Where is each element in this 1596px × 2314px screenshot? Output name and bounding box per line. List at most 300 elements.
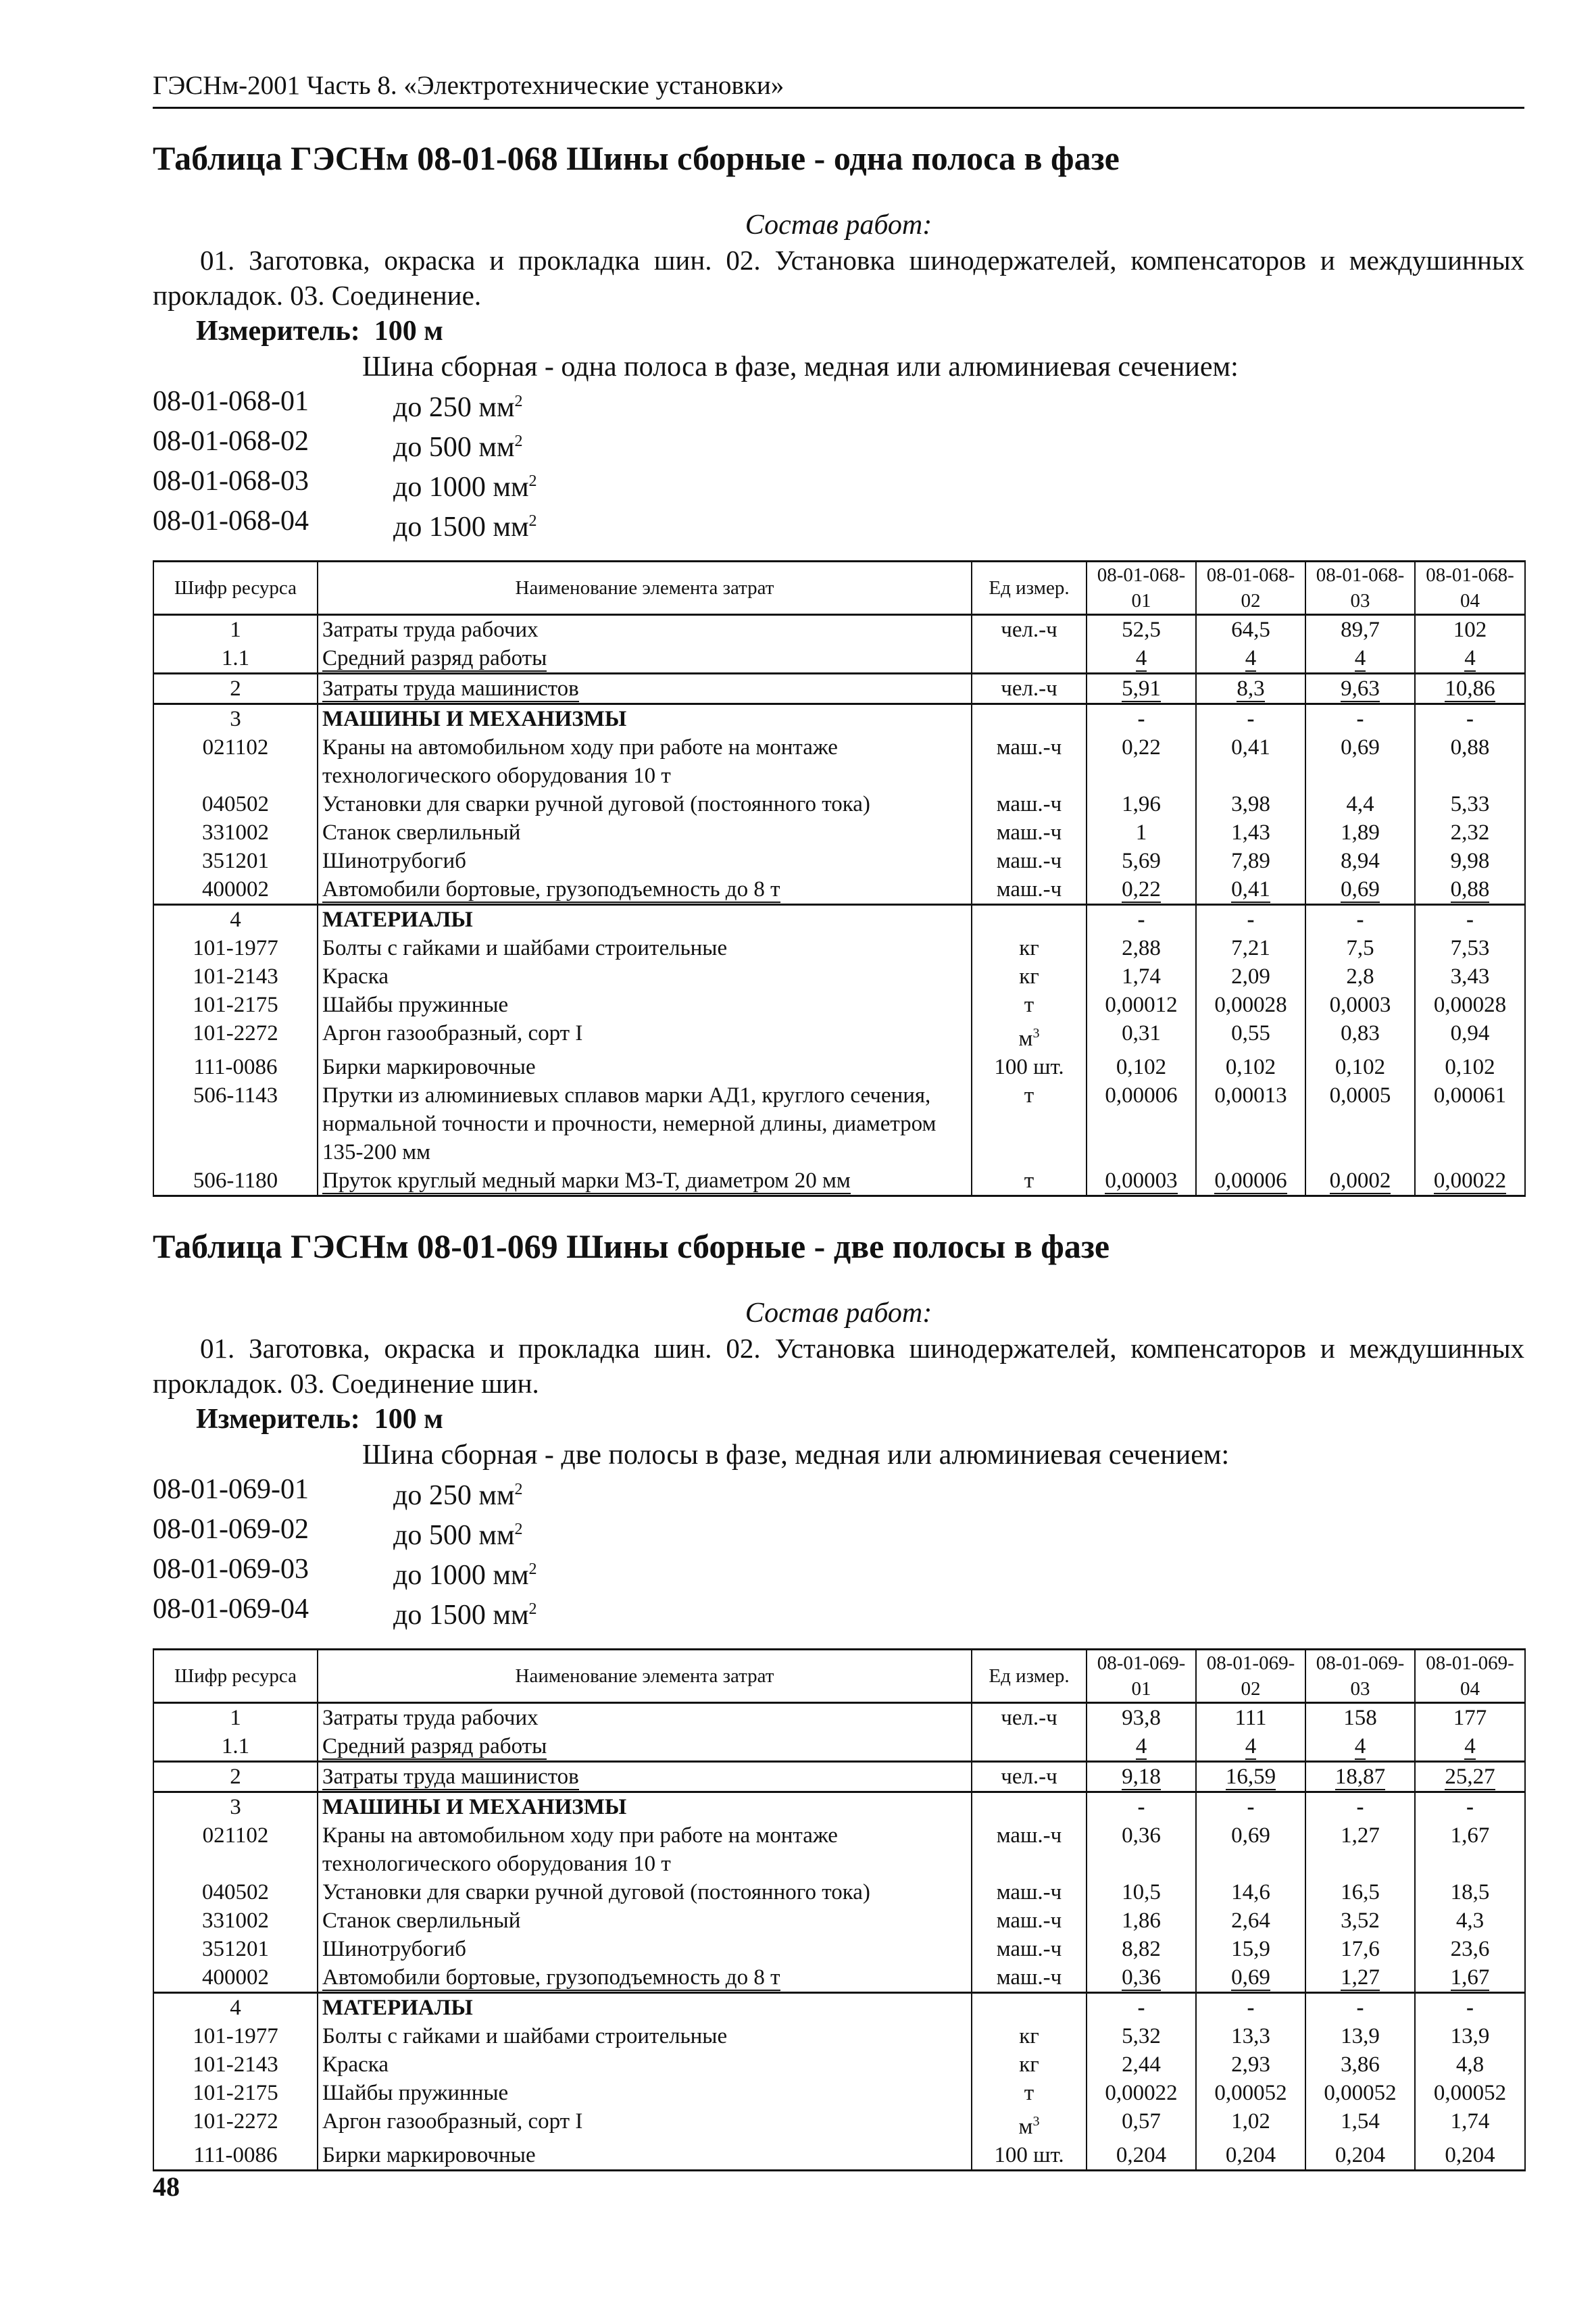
cell-value bbox=[1087, 934, 1196, 962]
cell-value-text: 0,00022 bbox=[1105, 2081, 1178, 2105]
cell-value-text: 2,44 bbox=[1122, 2052, 1161, 2077]
cell-name-text: МАТЕРИАЛЫ bbox=[322, 1996, 473, 2020]
cell-unit-text: т bbox=[1024, 1168, 1034, 1193]
cell-name bbox=[318, 674, 972, 704]
cell-value-text: 0,00061 bbox=[1433, 1083, 1507, 1108]
cell-value-text: 9,18 bbox=[1122, 1765, 1161, 1789]
cell-value bbox=[1087, 2022, 1196, 2050]
norm-code: 08-01-068-01 bbox=[153, 386, 309, 417]
col-header-norm: 08-01-068-04 bbox=[1415, 562, 1525, 615]
cell-value-text: 1,43 bbox=[1231, 820, 1270, 845]
cell-value-text: 10,5 bbox=[1122, 1880, 1161, 1904]
norm-size-sup: 2 bbox=[514, 1521, 523, 1538]
cell-value-text: 0,102 bbox=[1116, 1055, 1167, 1079]
cell-unit bbox=[972, 1019, 1087, 1053]
cell-value-text: 0,36 bbox=[1122, 1965, 1161, 1990]
cell-value-text: 89,7 bbox=[1341, 618, 1380, 642]
cell-code: 1 bbox=[153, 1703, 318, 1733]
cell-unit bbox=[972, 1081, 1087, 1166]
cell-value-text: - bbox=[1137, 908, 1145, 932]
tables-container bbox=[153, 136, 1524, 2171]
cell-unit-text: кг bbox=[1019, 964, 1039, 989]
cell-value bbox=[1415, 1935, 1525, 1963]
table-row bbox=[153, 1792, 1525, 1822]
cell-name-text: МАШИНЫ И МЕХАНИЗМЫ bbox=[322, 1795, 627, 1819]
cell-value bbox=[1196, 1019, 1305, 1053]
cell-value bbox=[1196, 818, 1305, 847]
norm-size-text: до 500 мм bbox=[393, 432, 515, 463]
cell-value bbox=[1196, 875, 1305, 905]
table-row bbox=[153, 2107, 1525, 2141]
cell-value bbox=[1305, 615, 1415, 645]
cell-unit bbox=[972, 1906, 1087, 1935]
cell-value bbox=[1415, 674, 1525, 704]
cell-value bbox=[1087, 875, 1196, 905]
cell-unit bbox=[972, 1821, 1087, 1878]
cell-name-text: Затраты труда машинистов bbox=[322, 676, 579, 701]
cell-unit-text: чел.-ч bbox=[1001, 676, 1057, 701]
table-row bbox=[153, 1081, 1525, 1166]
cell-value-text: 0,22 bbox=[1122, 735, 1161, 760]
cell-value bbox=[1196, 1703, 1305, 1733]
cell-value bbox=[1305, 1935, 1415, 1963]
cell-value bbox=[1087, 1963, 1196, 1993]
cell-value bbox=[1305, 962, 1415, 991]
table-row bbox=[153, 818, 1525, 847]
cell-code: 4 bbox=[153, 1993, 318, 2023]
cell-code: 351201 bbox=[153, 1935, 318, 1963]
norm-code: 08-01-068-04 bbox=[153, 506, 309, 537]
cell-name bbox=[318, 991, 972, 1019]
cell-value-text: 7,5 bbox=[1346, 936, 1374, 960]
cell-unit bbox=[972, 991, 1087, 1019]
cell-value-text: 0,69 bbox=[1231, 1965, 1270, 1990]
norm-size-text: до 1500 мм bbox=[393, 1600, 529, 1631]
cell-name bbox=[318, 1993, 972, 2023]
cell-name-text: Краны на автомобильном ходу при работе на монтаже технологического оборудования 10 т bbox=[322, 1823, 838, 1876]
cell-value bbox=[1196, 1762, 1305, 1792]
cell-code: 331002 bbox=[153, 818, 318, 847]
cell-name bbox=[318, 1821, 972, 1878]
cell-value-text: 4 bbox=[1135, 646, 1147, 670]
cell-value bbox=[1196, 2079, 1305, 2107]
col-header-norm: 08-01-068-03 bbox=[1305, 562, 1415, 615]
cell-value bbox=[1305, 2050, 1415, 2079]
cell-value bbox=[1305, 818, 1415, 847]
cell-name bbox=[318, 644, 972, 674]
cell-value-text: 0,88 bbox=[1450, 735, 1490, 760]
cell-unit-text: чел.-ч bbox=[1001, 1765, 1057, 1789]
cell-value bbox=[1305, 1963, 1415, 1993]
norm-code-row bbox=[153, 424, 1524, 464]
cell-value bbox=[1087, 1081, 1196, 1166]
table-row bbox=[153, 2050, 1525, 2079]
norm-size-text: до 250 мм bbox=[393, 392, 515, 423]
norm-size-text: до 1500 мм bbox=[393, 512, 529, 543]
cell-code: 101-2272 bbox=[153, 1019, 318, 1053]
cell-code: 1 bbox=[153, 615, 318, 645]
composition-heading: Состав работ: bbox=[745, 1298, 932, 1329]
cell-value bbox=[1087, 962, 1196, 991]
cell-value bbox=[1415, 1821, 1525, 1878]
cell-value-text: 0,41 bbox=[1231, 735, 1270, 760]
norm-code: 08-01-069-03 bbox=[153, 1554, 309, 1585]
cell-value bbox=[1415, 905, 1525, 935]
cell-unit bbox=[972, 847, 1087, 875]
cell-value-text: 64,5 bbox=[1231, 618, 1270, 642]
cell-value bbox=[1196, 1963, 1305, 1993]
cell-value bbox=[1087, 1732, 1196, 1762]
cell-value-text: 13,9 bbox=[1450, 2024, 1490, 2048]
norm-size-label bbox=[393, 1512, 523, 1552]
cell-unit bbox=[972, 704, 1087, 734]
cell-value bbox=[1087, 1703, 1196, 1733]
table-row bbox=[153, 2141, 1525, 2171]
norm-size-sup: 2 bbox=[528, 472, 537, 490]
cell-value bbox=[1305, 2022, 1415, 2050]
norm-size-sup: 2 bbox=[514, 433, 523, 450]
norm-table-section bbox=[153, 1224, 1524, 2171]
cell-value-text: 102 bbox=[1453, 618, 1487, 642]
cell-name bbox=[318, 1019, 972, 1053]
norm-code-row bbox=[153, 464, 1524, 504]
cell-value bbox=[1305, 1821, 1415, 1878]
cell-unit bbox=[972, 2022, 1087, 2050]
cell-unit-sup: 3 bbox=[1032, 1026, 1040, 1041]
norm-size-label bbox=[393, 1473, 523, 1512]
norm-size-text: до 500 мм bbox=[393, 1520, 515, 1551]
cell-unit-text: маш.-ч bbox=[996, 1880, 1062, 1904]
cell-value bbox=[1196, 1732, 1305, 1762]
cell-value-text: 5,69 bbox=[1122, 849, 1161, 873]
cell-value-text: - bbox=[1137, 1996, 1145, 2020]
cell-value bbox=[1196, 962, 1305, 991]
cell-unit-text: маш.-ч bbox=[996, 1823, 1062, 1848]
cell-value bbox=[1415, 1081, 1525, 1166]
cell-value-text: 1 bbox=[1135, 820, 1147, 845]
cell-value-text: - bbox=[1356, 908, 1364, 932]
cell-code: 400002 bbox=[153, 1963, 318, 1993]
cell-value bbox=[1087, 1878, 1196, 1906]
cell-value bbox=[1196, 1081, 1305, 1166]
table-row bbox=[153, 1821, 1525, 1878]
cell-value-text: 2,09 bbox=[1231, 964, 1270, 989]
cell-value bbox=[1196, 991, 1305, 1019]
cell-value bbox=[1305, 1053, 1415, 1081]
cell-value bbox=[1305, 1732, 1415, 1762]
cell-name bbox=[318, 1963, 972, 1993]
cell-value bbox=[1196, 2050, 1305, 2079]
cell-value-text: 0,00006 bbox=[1105, 1083, 1178, 1108]
cell-value-text: 1,89 bbox=[1341, 820, 1380, 845]
cell-value-text: 0,83 bbox=[1341, 1021, 1380, 1045]
cell-value bbox=[1196, 733, 1305, 790]
table-row bbox=[153, 1762, 1525, 1792]
cell-unit bbox=[972, 615, 1087, 645]
cell-unit-text: маш.-ч bbox=[996, 735, 1062, 760]
cell-value-text: 0,00006 bbox=[1214, 1168, 1287, 1193]
cell-value bbox=[1415, 875, 1525, 905]
cell-value-text: 23,6 bbox=[1450, 1937, 1490, 1961]
cell-value-text: 0,00012 bbox=[1105, 993, 1178, 1017]
cell-value-text: 14,6 bbox=[1231, 1880, 1270, 1904]
cell-unit-text: маш.-ч bbox=[996, 1965, 1062, 1990]
cell-name bbox=[318, 2141, 972, 2171]
cell-value-text: 4,8 bbox=[1455, 2052, 1485, 2077]
cell-name bbox=[318, 1762, 972, 1792]
cell-unit-text: кг bbox=[1019, 2052, 1039, 2077]
cell-code: 1.1 bbox=[153, 644, 318, 674]
cell-name bbox=[318, 2022, 972, 2050]
cell-value-text: - bbox=[1247, 707, 1255, 731]
cell-name-text: МАШИНЫ И МЕХАНИЗМЫ bbox=[322, 707, 627, 731]
cell-value-text: - bbox=[1466, 1996, 1474, 2020]
cell-value-text: 1,02 bbox=[1231, 2109, 1270, 2134]
resource-table bbox=[153, 560, 1526, 1197]
cell-value-text: 52,5 bbox=[1122, 618, 1161, 642]
cell-value-text: 0,102 bbox=[1335, 1055, 1386, 1079]
cell-unit bbox=[972, 1053, 1087, 1081]
meter-value: 100 м bbox=[374, 1404, 443, 1435]
cell-value-text: 8,3 bbox=[1237, 676, 1265, 701]
table-row bbox=[153, 962, 1525, 991]
cell-value-text: 3,43 bbox=[1450, 964, 1490, 989]
cell-code: 4 bbox=[153, 905, 318, 935]
cell-value-text: 4,4 bbox=[1346, 792, 1374, 816]
norm-code-row bbox=[153, 504, 1524, 544]
cell-value-text: 0,69 bbox=[1231, 1823, 1270, 1848]
cell-value-text: 0,88 bbox=[1450, 877, 1490, 902]
cell-value-text: 1,67 bbox=[1450, 1965, 1490, 1990]
norm-size-label bbox=[393, 464, 537, 504]
cell-value-text: 0,00022 bbox=[1433, 1168, 1507, 1193]
cell-value bbox=[1305, 934, 1415, 962]
norm-size-sup: 2 bbox=[528, 1600, 537, 1618]
cell-value bbox=[1415, 1963, 1525, 1993]
cell-value bbox=[1196, 1792, 1305, 1822]
cell-name-text: Аргон газообразный, сорт I bbox=[322, 1021, 583, 1045]
cell-unit-text: маш.-ч bbox=[996, 1909, 1062, 1933]
cell-code: 506-1143 bbox=[153, 1081, 318, 1166]
cell-value bbox=[1087, 615, 1196, 645]
cell-unit-text: чел.-ч bbox=[1001, 618, 1057, 642]
cell-value bbox=[1196, 790, 1305, 818]
header-divider bbox=[153, 107, 1524, 109]
cell-name-text: Краска bbox=[322, 2052, 389, 2077]
cell-value bbox=[1415, 704, 1525, 734]
cell-name bbox=[318, 1703, 972, 1733]
cell-value bbox=[1415, 2141, 1525, 2171]
cell-value-text: 4,3 bbox=[1455, 1909, 1485, 1933]
cell-value-text: 0,31 bbox=[1122, 1021, 1161, 1045]
cell-code: 101-2175 bbox=[153, 991, 318, 1019]
cell-value-text: 7,21 bbox=[1231, 936, 1270, 960]
cell-unit-text: маш.-ч bbox=[996, 820, 1062, 845]
cell-name-text: Болты с гайками и шайбами строительные bbox=[322, 936, 728, 960]
cell-value bbox=[1415, 2022, 1525, 2050]
cell-value-text: - bbox=[1466, 1795, 1474, 1819]
cell-value-text: 0,0005 bbox=[1329, 1083, 1391, 1108]
cell-value bbox=[1415, 991, 1525, 1019]
cell-unit bbox=[972, 790, 1087, 818]
cell-unit-text: маш.-ч bbox=[996, 849, 1062, 873]
cell-value-text: - bbox=[1247, 908, 1255, 932]
col-header-norm: 08-01-069-02 bbox=[1196, 1650, 1305, 1703]
cell-code: 021102 bbox=[153, 1821, 318, 1878]
cell-value bbox=[1196, 934, 1305, 962]
cell-unit-text: т bbox=[1024, 2081, 1034, 2105]
cell-code: 3 bbox=[153, 1792, 318, 1822]
cell-value bbox=[1305, 704, 1415, 734]
norm-code: 08-01-069-04 bbox=[153, 1594, 309, 1625]
cell-code: 101-2272 bbox=[153, 2107, 318, 2141]
norm-code-row bbox=[153, 1512, 1524, 1552]
cell-unit-text: чел.-ч bbox=[1001, 1706, 1057, 1730]
cell-value bbox=[1087, 1166, 1196, 1196]
cell-value bbox=[1087, 1762, 1196, 1792]
cell-value-text: 4 bbox=[1245, 1734, 1257, 1758]
cell-code: 2 bbox=[153, 1762, 318, 1792]
cell-unit-text: м bbox=[1018, 2115, 1033, 2139]
cell-unit bbox=[972, 1792, 1087, 1822]
cell-value bbox=[1087, 2107, 1196, 2141]
cell-code: 506-1180 bbox=[153, 1166, 318, 1196]
cell-value bbox=[1415, 733, 1525, 790]
col-header-norm: 08-01-069-04 bbox=[1415, 1650, 1525, 1703]
cell-value bbox=[1305, 1878, 1415, 1906]
col-header-code: Шифр ресурса bbox=[153, 1650, 318, 1703]
cell-unit bbox=[972, 875, 1087, 905]
norm-size-label bbox=[393, 1592, 537, 1632]
cell-value bbox=[1087, 674, 1196, 704]
norm-code-row bbox=[153, 1473, 1524, 1512]
col-header-norm: 08-01-068-02 bbox=[1196, 562, 1305, 615]
cell-value-text: 2,93 bbox=[1231, 2052, 1270, 2077]
cell-value-text: 5,91 bbox=[1122, 676, 1161, 701]
cell-value bbox=[1087, 1053, 1196, 1081]
cell-name bbox=[318, 1792, 972, 1822]
norm-size-text: до 1000 мм bbox=[393, 472, 529, 503]
cell-value-text: 177 bbox=[1453, 1706, 1487, 1730]
meter-value: 100 м bbox=[374, 316, 443, 347]
col-header-name: Наименование элемента затрат bbox=[318, 1650, 972, 1703]
composition-heading: Состав работ: bbox=[745, 210, 932, 241]
cell-value-text: 15,9 bbox=[1231, 1937, 1270, 1961]
cell-code: 351201 bbox=[153, 847, 318, 875]
table-row bbox=[153, 847, 1525, 875]
col-header-name: Наименование элемента затрат bbox=[318, 562, 972, 615]
cell-value-text: 18,5 bbox=[1450, 1880, 1490, 1904]
cell-value-text: 8,82 bbox=[1122, 1937, 1161, 1961]
table-row bbox=[153, 1019, 1525, 1053]
cell-name-text: Установки для сварки ручной дуговой (постоянного тока) bbox=[322, 1880, 870, 1904]
cell-value-text: 9,63 bbox=[1341, 676, 1380, 701]
cell-value-text: 1,54 bbox=[1341, 2109, 1380, 2134]
table-row bbox=[153, 1993, 1525, 2023]
cell-value bbox=[1196, 674, 1305, 704]
cell-value-text: 3,86 bbox=[1341, 2052, 1380, 2077]
norm-size-text: до 250 мм bbox=[393, 1480, 515, 1511]
cell-unit-text: кг bbox=[1019, 936, 1039, 960]
table-title: Таблица ГЭСНм 08-01-068 Шины сборные - одна полоса в фазе bbox=[153, 139, 1120, 177]
cell-value-text: 3,98 bbox=[1231, 792, 1270, 816]
cell-name bbox=[318, 615, 972, 645]
cell-code: 101-2175 bbox=[153, 2079, 318, 2107]
cell-value bbox=[1305, 2141, 1415, 2171]
cell-name bbox=[318, 875, 972, 905]
table-row bbox=[153, 615, 1525, 645]
cell-value-text: 0,69 bbox=[1341, 735, 1380, 760]
norm-description: Шина сборная - одна полоса в фазе, медная или алюминиевая сечением: bbox=[362, 351, 1239, 383]
norm-size-sup: 2 bbox=[528, 1560, 537, 1578]
cell-unit bbox=[972, 905, 1087, 935]
cell-value bbox=[1415, 1762, 1525, 1792]
cell-value bbox=[1415, 2050, 1525, 2079]
cell-value bbox=[1087, 704, 1196, 734]
cell-unit-text: 100 шт. bbox=[994, 1055, 1064, 1079]
cell-value-text: 0,94 bbox=[1450, 1021, 1490, 1045]
cell-value-text: 13,9 bbox=[1341, 2024, 1380, 2048]
cell-code: 101-1977 bbox=[153, 934, 318, 962]
cell-name-text: Бирки маркировочные bbox=[322, 1055, 536, 1079]
cell-value-text: 2,88 bbox=[1122, 936, 1161, 960]
cell-value-text: 0,57 bbox=[1122, 2109, 1161, 2134]
cell-code: 040502 bbox=[153, 790, 318, 818]
cell-code: 331002 bbox=[153, 1906, 318, 1935]
cell-name-text: Прутки из алюминиевых сплавов марки АД1, круглого сечения, нормальной точности и прочности, немерной длины, диаметром 135-200 мм bbox=[322, 1083, 937, 1164]
cell-value bbox=[1305, 991, 1415, 1019]
cell-value bbox=[1196, 1906, 1305, 1935]
table-row bbox=[153, 875, 1525, 905]
cell-value bbox=[1305, 1906, 1415, 1935]
cell-value-text: 4 bbox=[1354, 1734, 1366, 1758]
table-header-row bbox=[153, 1650, 1525, 1703]
cell-value-text: 5,33 bbox=[1450, 792, 1490, 816]
cell-value bbox=[1415, 644, 1525, 674]
table-row bbox=[153, 1166, 1525, 1196]
cell-value-text: 0,0003 bbox=[1329, 993, 1391, 1017]
cell-name-text: Шинотрубогиб bbox=[322, 1937, 466, 1961]
cell-value bbox=[1415, 1703, 1525, 1733]
cell-unit bbox=[972, 1963, 1087, 1993]
cell-value-text: - bbox=[1466, 908, 1474, 932]
cell-value-text: 0,69 bbox=[1341, 877, 1380, 902]
table-row bbox=[153, 1703, 1525, 1733]
cell-value bbox=[1305, 2107, 1415, 2141]
cell-value-text: 0,00052 bbox=[1324, 2081, 1397, 2105]
cell-unit bbox=[972, 1166, 1087, 1196]
cell-name-text: Бирки маркировочные bbox=[322, 2143, 536, 2167]
cell-name-text: Шайбы пружинные bbox=[322, 2081, 509, 2105]
cell-name-text: Краны на автомобильном ходу при работе на монтаже технологического оборудования 10 т bbox=[322, 735, 838, 788]
cell-unit-text: маш.-ч bbox=[996, 1937, 1062, 1961]
cell-value-text: 18,87 bbox=[1335, 1765, 1386, 1789]
cell-value bbox=[1196, 704, 1305, 734]
cell-value-text: 0,00003 bbox=[1105, 1168, 1178, 1193]
cell-value bbox=[1415, 1166, 1525, 1196]
cell-unit-text: м bbox=[1018, 1027, 1033, 1051]
cell-value-text: 158 bbox=[1343, 1706, 1377, 1730]
cell-value bbox=[1415, 2079, 1525, 2107]
cell-name-text: Установки для сварки ручной дуговой (постоянного тока) bbox=[322, 792, 870, 816]
cell-value bbox=[1305, 1081, 1415, 1166]
cell-value-text: 25,27 bbox=[1445, 1765, 1495, 1789]
cell-value-text: 0,00052 bbox=[1433, 2081, 1507, 2105]
cell-name bbox=[318, 1935, 972, 1963]
cell-value bbox=[1087, 2079, 1196, 2107]
cell-value-text: 1,74 bbox=[1450, 2109, 1490, 2134]
page-number: 48 bbox=[153, 2171, 180, 2202]
